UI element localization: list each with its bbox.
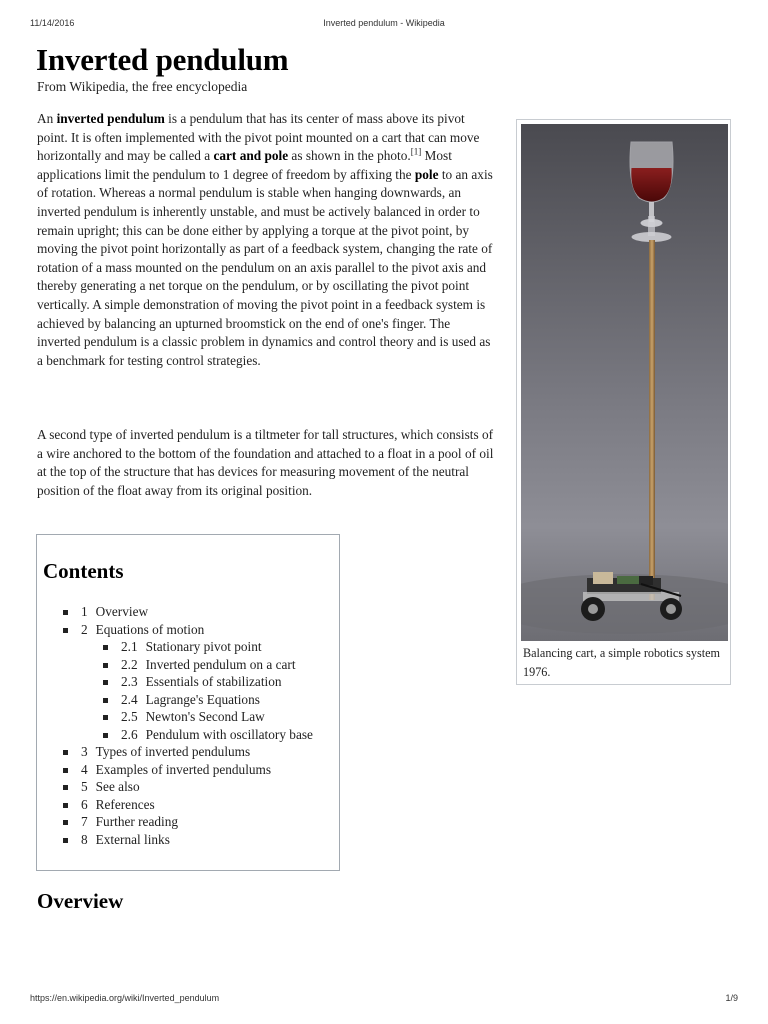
section-heading-overview: Overview (37, 889, 124, 913)
toc-item-label: Equations of motion (95, 621, 205, 637)
toc-item[interactable] (103, 691, 313, 709)
toc-item[interactable] (103, 638, 313, 656)
bold-term-inverted-pendulum: inverted pendulum (56, 111, 165, 126)
tagline: From Wikipedia, the free encyclopedia (37, 79, 248, 94)
text-run: as shown in the photo. (288, 148, 411, 164)
infobox-figure (516, 119, 731, 685)
toc-item[interactable] (63, 743, 313, 761)
toc-item[interactable] (63, 761, 313, 779)
toc-item[interactable] (63, 831, 313, 849)
toc-item-label: Newton's Second Law (145, 709, 265, 724)
toc-item-number: 2.6 (121, 726, 138, 742)
text-run: An (37, 111, 57, 126)
toc-item-label: Lagrange's Equations (145, 691, 260, 707)
page-title: Inverted pendulum (36, 42, 289, 77)
toc-item[interactable] (63, 796, 313, 814)
toc-item-number: 2.5 (121, 709, 138, 724)
toc-item-label: Pendulum with oscillatory base (145, 726, 313, 742)
table-of-contents (36, 534, 340, 871)
toc-item-label: Types of inverted pendulums (95, 744, 251, 759)
intro-paragraph (37, 110, 495, 370)
print-page-number: 1/9 (725, 993, 738, 1003)
toc-item-number: 1 (81, 604, 88, 619)
infobox-caption: Balancing cart, a simple robotics system 1976. (523, 646, 720, 679)
toc-item-label: Inverted pendulum on a cart (145, 656, 296, 672)
toc-item-label: Stationary pivot point (145, 639, 262, 654)
print-url: https://en.wikipedia.org/wiki/Inverted_pendulum (30, 993, 220, 1003)
second-paragraph: A second type of inverted pendulum is a tiltmeter for tall structures, which consists of a wire anchored to the bottom of the foundation and attached to a float in a pool of oil at the top of the structure that has devices for measuring movement of the neutral position of the float away from its original position. (37, 427, 494, 498)
bold-term-cart-and-pole: cart and pole (213, 148, 289, 164)
toc-item-number: 2.3 (121, 674, 138, 689)
toc-item-label: Overview (95, 604, 149, 619)
toc-item-number: 2.2 (121, 656, 138, 672)
toc-list (63, 603, 313, 848)
toc-item[interactable] (103, 708, 313, 726)
print-page-title: Inverted pendulum - Wikipedia (323, 18, 445, 28)
toc-item[interactable] (103, 726, 313, 744)
toc-item-label: Essentials of stabilization (145, 674, 282, 689)
toc-item-label: Examples of inverted pendulums (95, 761, 272, 777)
toc-item-label: See also (95, 779, 140, 794)
print-date: 11/14/2016 (30, 18, 75, 28)
toc-item[interactable] (63, 778, 313, 796)
toc-item-number: 2 (81, 621, 88, 637)
toc-item-number: 8 (81, 831, 88, 847)
bold-term-pole: pole (414, 166, 439, 182)
toc-item[interactable] (103, 656, 313, 674)
reference-link[interactable]: [1] (410, 146, 422, 157)
balancing-cart-photo[interactable] (521, 124, 728, 641)
toc-item-number: 2.1 (121, 639, 138, 654)
toc-item-number: 2.4 (121, 691, 138, 707)
toc-item-label: Further reading (95, 814, 178, 829)
toc-title: Contents (43, 559, 124, 583)
text-run: is a pendulum that has its center of mass above its pivot point. It is often implemented with the pivot point mounted on a cart that can move horizontally and may be called a (37, 111, 480, 164)
toc-item-number: 3 (81, 744, 88, 759)
toc-item-number: 5 (81, 779, 88, 794)
toc-item[interactable] (103, 673, 313, 691)
toc-item-number: 6 (81, 796, 88, 812)
toc-item-label: External links (95, 831, 170, 847)
toc-item[interactable] (63, 621, 313, 639)
text-run: to an axis of rotation. Whereas a normal pendulum is stable when hanging downwards, an inverted pendulum is inherently unstable, and must be actively balanced in order to remain upright; this can be done either by applying a torque at the pivot point, by moving the pivot point horizontally as part of a feedback system, changing the rate of rotation of a mass mounted on the pendulum on an axis parallel to the pivot axis and thereby generating a net torque on the pendulum, or by oscillating the pivot point vertically. A simple demonstration of moving the pivot point in a feedback system is achieved by balancing an upturned broomstick on the end of one's finger. The inverted pendulum is a classic problem in dynamics and control theory and is used as a benchmark for testing control strategies. (37, 166, 493, 368)
toc-item-label: References (95, 796, 155, 812)
toc-item-number: 4 (81, 761, 88, 777)
toc-item[interactable] (63, 603, 313, 621)
text-run: Most applications limit the pendulum to 1 degree of freedom by affixing the (37, 148, 452, 182)
toc-item-number: 7 (81, 814, 88, 829)
toc-item[interactable] (63, 813, 313, 831)
